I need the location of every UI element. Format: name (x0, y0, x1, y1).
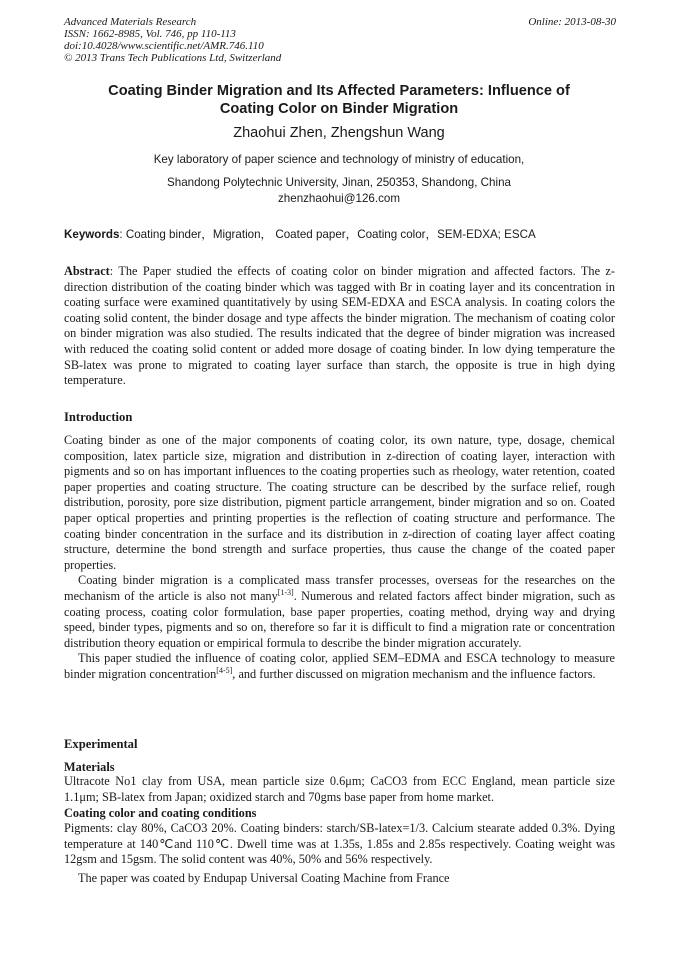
journal-name: Advanced Materials Research (64, 16, 197, 28)
journal-header (64, 16, 281, 64)
authors: Zhaohui Zhen, Zhengshun Wang (233, 125, 445, 141)
intro-p3-text-b: , and further discussed on migration mechanism and the influence factors. (232, 666, 596, 681)
citation-ref: [4-5] (216, 665, 233, 675)
coating-conditions-text: Pigments: clay 80%, CaCO3 20%. Coating binders: starch/SB-latex=1/3. Calcium stearate added 0.3%. Dying temperature at 140℃and 110℃. Dwell time was at 1.35s, 1.85s and 2.85s respectively. Coating weight was 12gsm and 15gsm. The solid content was 40%, 50% and 56% respectively. (64, 821, 615, 867)
title-line-2: Coating Color on Binder Migration (219, 101, 459, 117)
copyright-line: © 2013 Trans Tech Publications Ltd, Switzerland (64, 52, 282, 64)
author-email: zhenzhaohui@126.com (278, 192, 400, 205)
doi-line: doi:10.4028/www.scientific.net/AMR.746.110 (64, 40, 264, 52)
materials-heading: Materials (64, 760, 115, 774)
coating-machine-text: The paper was coated by Endupap Universal Coating Machine from France (78, 871, 450, 885)
keywords-text: : Coating binder，Migration， Coated paper，Coating color，SEM-EDXA; ESCA (119, 228, 536, 241)
paper-title (64, 82, 614, 118)
issn-line: ISSN: 1662-8985, Vol. 746, pp 110-113 (64, 28, 236, 40)
intro-paragraph-2 (64, 573, 615, 651)
keywords (64, 228, 624, 242)
intro-paragraph-3 (64, 651, 615, 682)
intro-p2-text-a: Coating binder migration is a complicated mass transfer processes, overseas for the researches on the mechanism of the article is also not many (64, 573, 615, 603)
coating-conditions-heading: Coating color and coating conditions (64, 806, 257, 820)
introduction-heading: Introduction (64, 410, 133, 424)
experimental-heading: Experimental (64, 737, 138, 751)
introduction-body (64, 433, 615, 683)
citation-ref: [1-3] (277, 587, 294, 597)
abstract-label: Abstract (64, 264, 110, 278)
affiliation-line-2: Shandong Polytechnic University, Jinan, 250353, Shandong, China (167, 176, 511, 189)
title-line-1: Coating Binder Migration and Its Affected Parameters: Influence of (108, 83, 570, 99)
affiliation-line-1: Key laboratory of paper science and technology of ministry of education, (153, 153, 525, 166)
intro-p3-text-a: This paper studied the influence of coating color, applied SEM–EDMA and ESCA technology to measure binder migration concentration (64, 651, 615, 681)
abstract-text: : The Paper studied the effects of coating color on binder migration and affected factors. The z-direction distribution of the coating binder which was tagged with Br in coating layer and its concentration in coating surface were examined quantitatively by using SEM-EDXA and ESCA analysis. In coating colors the coating solid content, the binder dosage and type affects the binder migration. The mechanism of coating color on binder migration was also studied. The results indicated that the degree of binder migration was increased with reduced the coating solid content or added more dosage of coating binder. In low dying temperature the SB-latex was prone to migrated to coating layer surface than starch, the opposite is true in high dying temperature. (64, 264, 615, 388)
materials-text: Ultracote No1 clay from USA, mean particle size 0.6μm; CaCO3 from ECC England, mean particle size 1.1μm; SB-latex from Japan; oxidized starch and 70gms base paper from home market. (64, 774, 615, 804)
affiliation (64, 148, 614, 194)
online-date: Online: 2013-08-30 (528, 16, 616, 28)
abstract (64, 264, 615, 389)
intro-p2-text-b: . Numerous and related factors affect binder migration, such as coating process, coating color formulation, base paper properties, coating method, drying way and drying speed, binder types, pigments and so on, therefore so far it is difficult to find a migration rate or concentration distribution theory equation or empirical formula to describe the binder migration accurately. (64, 588, 615, 650)
intro-paragraph-1: Coating binder as one of the major components of coating color, its own nature, type, dosage, chemical composition, latex particle size, migration and distribution in z-direction of coating layer, interaction with pigments and so on has important influences to the coating properties such as rheology, water retention, coated paper properties and coating structure. The coating structure can be described by the surface relief, rough distribution, porosity, pore size distribution, pigment particle arrangement, binder migration and so on. Coated paper optical properties and printing properties is the reflection of coating structure and performance. The coating binder concentration in the surface and its distribution in z-direction of coating layer affect coating structure, determine the bond strength and surface properties, thus cause the change of the coated paper properties. (64, 433, 615, 572)
keywords-label: Keywords (64, 228, 120, 241)
